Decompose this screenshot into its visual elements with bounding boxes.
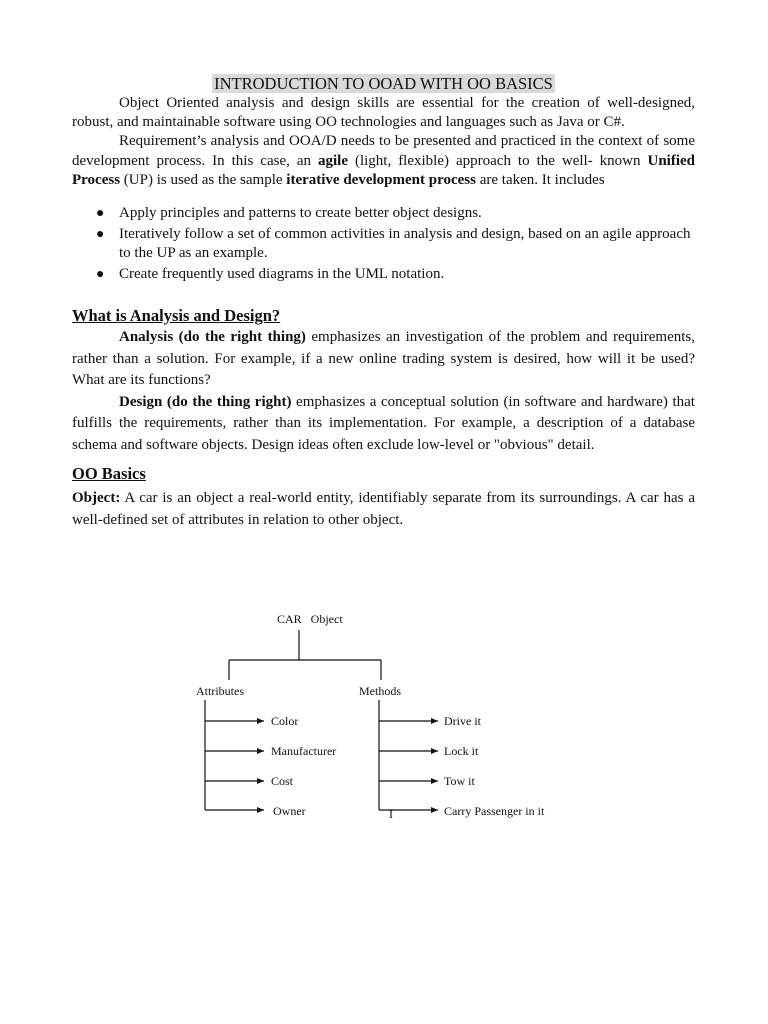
method-tow: Tow it	[444, 774, 475, 788]
includes-bullet-list	[72, 204, 695, 284]
attributes-branch	[205, 700, 264, 810]
analysis-text: emphasizes an investigation of the problem and requirements, rather than a solution. For example, if a new online trading system is desired, how will it be used? What are its functions?	[72, 329, 696, 389]
bullet-dot-icon: ●	[96, 206, 105, 222]
bullet-dot-icon: ●	[96, 227, 105, 243]
bullet-item	[72, 265, 695, 284]
intro-p2-text-d: are taken. It includes	[475, 171, 605, 188]
intro-p2-unified-process: Unified Process	[72, 152, 695, 188]
bullet-text: Iteratively follow a set of common activities in analysis and design, based on an agile approach to the UP as an example.	[119, 226, 691, 262]
diagram-attributes-label: Attributes	[196, 684, 244, 698]
analysis-paragraph	[72, 327, 695, 392]
diagram-root-label: CAR Object	[277, 612, 343, 626]
design-paragraph	[72, 392, 695, 457]
analysis-label: Analysis (do the right thing)	[119, 329, 306, 346]
intro-p2-text-c: (UP) is used as the sample	[120, 171, 287, 188]
diagram-stray-mark: I	[389, 807, 393, 821]
document-title-text: INTRODUCTION TO OOAD WITH OO BASICS	[214, 74, 553, 93]
diagram-tree-connectors	[229, 630, 381, 680]
intro-paragraph-2	[72, 132, 695, 190]
object-text: A car is an object a real-world entity, identifiably separate from its surroundings. A car has a well-defined set of attributes in relation to other object.	[72, 490, 695, 528]
intro-paragraph-1: Object Oriented analysis and design skills are essential for the creation of well-designed, robust, and maintainable software using OO technologies and languages such as Java or C#.	[72, 95, 695, 131]
bullet-item	[72, 204, 695, 223]
methods-branch	[379, 700, 438, 810]
intro-p2-text-a: Requirement’s analysis and OOA/D needs to be presented and practiced in the context of some development process. In this case, an	[72, 133, 695, 169]
document-title	[72, 74, 695, 93]
object-label: Object:	[72, 490, 121, 507]
diagram-methods-label: Methods	[359, 684, 401, 698]
intro-p2-iterative: iterative development process	[286, 171, 476, 188]
bullet-item	[72, 225, 695, 263]
design-text: emphasizes a conceptual solution (in software and hardware) that fulfills the requirements, rather than its implementation. For example, a description of a database schema and software objects. Design ideas often exclude low-level or "obvious" detail.	[72, 393, 695, 453]
method-drive: Drive it	[444, 714, 481, 728]
bullet-text: Apply principles and patterns to create better object designs.	[119, 205, 482, 222]
intro-p2-agile: agile	[317, 152, 348, 169]
oo-basics-heading: OO Basics	[72, 464, 146, 484]
attribute-manufacturer: Manufacturer	[271, 744, 337, 758]
object-paragraph	[72, 488, 695, 531]
document-page	[72, 74, 695, 531]
attribute-owner: Owner	[273, 804, 306, 818]
method-lock: Lock it	[444, 744, 479, 758]
method-carry-passenger: Carry Passenger in it	[444, 804, 545, 818]
bullet-dot-icon: ●	[96, 267, 105, 283]
attribute-cost: Cost	[271, 774, 294, 788]
design-label: Design (do the thing right)	[119, 393, 292, 410]
intro-p2-text-b: (light, flexible) approach to the well- known	[347, 152, 648, 169]
car-object-diagram	[0, 600, 768, 830]
attribute-color: Color	[271, 714, 299, 728]
analysis-design-heading: What is Analysis and Design?	[72, 306, 281, 326]
bullet-text: Create frequently used diagrams in the UML notation.	[119, 266, 445, 283]
